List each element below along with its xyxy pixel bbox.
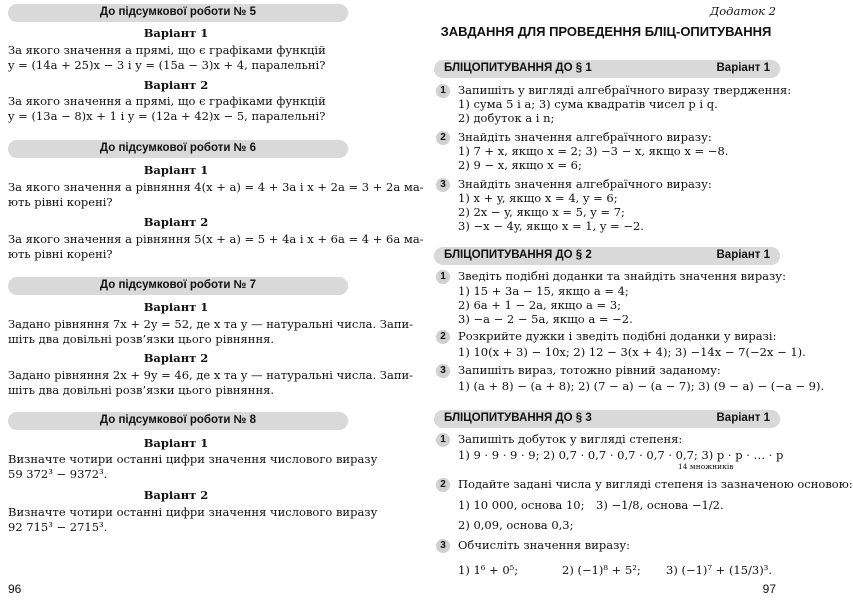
variant-label: Варіант 1: [143, 26, 209, 40]
task-line: 1) x + y, якщо x = 4, y = 6;: [458, 191, 618, 205]
text-line: шіть два довільні розв’язки цього рівняння.: [8, 332, 275, 346]
text-line: За якого значення a прямі, що є графіками функцій: [8, 94, 326, 108]
text-line: ють рівні корені?: [8, 195, 113, 209]
variant-label: Варіант 2: [143, 488, 209, 502]
task-line: 1) сума 5 і a; 3) сума квадратів чисел p і q.: [458, 97, 718, 111]
blitz-header: БЛІЦОПИТУВАННЯ ДО § 2 Варіант 1: [434, 247, 780, 265]
variant-label: Варіант 1: [143, 163, 209, 177]
variant-label: Варіант 1: [143, 436, 209, 450]
page-number: 97: [762, 582, 776, 596]
text-line: Задано рівняння 7x + 2y = 52, де x та y — натуральні числа. Запи-: [8, 317, 414, 331]
task-line: 2) добуток a і n;: [458, 111, 555, 125]
task-line: Обчисліть значення виразу:: [458, 538, 631, 552]
text-line: Визначте чотири останні цифри значення числового виразу: [8, 505, 378, 519]
task-line: Запишіть добуток у вигляді степеня:: [458, 432, 683, 446]
task-number: 2: [436, 131, 450, 145]
text-line: y = (14a + 25)x − 3 і y = (15a − 3)x + 4, паралельні?: [8, 58, 326, 72]
task-line: 2) (−1)⁸ + 5²;: [562, 563, 641, 577]
task-line: 2) 9 − x, якщо x = 6;: [458, 158, 582, 172]
variant-label: Варіант 2: [143, 215, 209, 229]
task-line: Знайдіть значення алгебраїчного виразу:: [458, 177, 712, 191]
task-line: 1) 15 + 3a − 15, якщо a = 4;: [458, 284, 629, 298]
section-header: До підсумкової роботи № 5: [8, 4, 348, 22]
task-number: 3: [436, 364, 450, 378]
blitz-header: БЛІЦОПИТУВАННЯ ДО § 1 Варіант 1: [434, 60, 780, 78]
appendix-label: Додаток 2: [709, 4, 776, 18]
text-line: За якого значення a прямі, що є графіками функцій: [8, 43, 326, 57]
text-line: 59 372³ − 9372³.: [8, 467, 108, 481]
text-line: За якого значення a рівняння 5(x + a) = 5 + 4a і x + 6a = 4 + 6a ма-: [8, 232, 424, 246]
right-page: [430, 0, 853, 600]
task-line: 2) 2x − y, якщо x = 5, y = 7;: [458, 205, 625, 219]
text-line: Визначте чотири останні цифри значення числового виразу: [8, 452, 378, 466]
task-line: Зведіть подібні доданки та знайдіть значення виразу:: [458, 269, 786, 283]
task-line: 1) 10(x + 3) − 10x; 2) 12 − 3(x + 4); 3) −14x − 7(−2x − 1).: [458, 345, 806, 359]
task-number: 2: [436, 330, 450, 344]
blitz-header: БЛІЦОПИТУВАННЯ ДО § 3 Варіант 1: [434, 410, 780, 428]
task-line: Запишіть вираз, тотожно рівний заданому:: [458, 363, 721, 377]
task-number: 1: [436, 84, 450, 98]
task-line: Знайдіть значення алгебраїчного виразу:: [458, 130, 712, 144]
task-number: 3: [436, 539, 450, 553]
page-number: 96: [8, 582, 22, 596]
text-line: За якого значення a рівняння 4(x + a) = 4 + 3a і x + 2a = 3 + 2a ма-: [8, 180, 424, 194]
task-line: 1) 1⁶ + 0⁵;: [458, 563, 519, 577]
task-number: 1: [436, 433, 450, 447]
task-line: 3) −1/8, основа −1/2.: [596, 498, 724, 512]
task-line: 1) 7 + x, якщо x = 2; 3) −3 − x, якщо x = −8.: [458, 144, 729, 158]
variant-label: Варіант 2: [143, 78, 209, 92]
task-line: Запишіть у вигляді алгебраїчного виразу твердження:: [458, 83, 792, 97]
variant-label: Варіант 1: [143, 300, 209, 314]
section-header: До підсумкової роботи № 7: [8, 277, 348, 295]
text-line: ють рівні корені?: [8, 247, 113, 261]
text-line: 92 715³ − 2715³.: [8, 520, 108, 534]
task-line: 1) 9 · 9 · 9 · 9; 2) 0,7 · 0,7 · 0,7 · 0,7 · 0,7; 3) p · p · … · p: [458, 448, 784, 462]
task-line: 1) 10 000, основа 10;: [458, 498, 585, 512]
task-line: 1) (a + 8) − (a + 8); 2) (7 − a) − (a − 7); 3) (9 − a) − (−a − 9).: [458, 379, 825, 393]
text-line: шіть два довільні розв’язки цього рівняння.: [8, 383, 275, 397]
left-page: [0, 0, 424, 600]
task-line: Розкрийте дужки і зведіть подібні доданки у виразі:: [458, 329, 777, 343]
task-line: 2) 6a + 1 − 2a, якщо a = 3;: [458, 298, 622, 312]
task-line: Подайте задані числа у вигляді степеня із зазначеною основою:: [458, 477, 853, 491]
task-number: 1: [436, 270, 450, 284]
section-header: До підсумкової роботи № 8: [8, 412, 348, 430]
task-line: 2) 0,09, основа 0,3;: [458, 518, 574, 532]
section-header: До підсумкової роботи № 6: [8, 140, 348, 158]
variant-label: Варіант 2: [143, 351, 209, 365]
task-line: 3) (−1)⁷ + (15/3)³.: [666, 563, 773, 577]
task-line: 3) −x − 4y, якщо x = 1, y = −2.: [458, 219, 644, 233]
task-number: 3: [436, 178, 450, 192]
text-line: y = (13a − 8)x + 1 і y = (12a + 42)x − 5, паралельні?: [8, 109, 326, 123]
task-note: 14 множників: [678, 462, 734, 471]
task-line: 3) −a − 2 − 5a, якщо a = −2.: [458, 312, 633, 326]
task-number: 2: [436, 478, 450, 492]
text-line: Задано рівняння 2x + 9y = 46, де x та y — натуральні числа. Запи-: [8, 368, 414, 382]
page-title: ЗАВДАННЯ ДЛЯ ПРОВЕДЕННЯ БЛІЦ-ОПИТУВАННЯ: [440, 24, 772, 39]
